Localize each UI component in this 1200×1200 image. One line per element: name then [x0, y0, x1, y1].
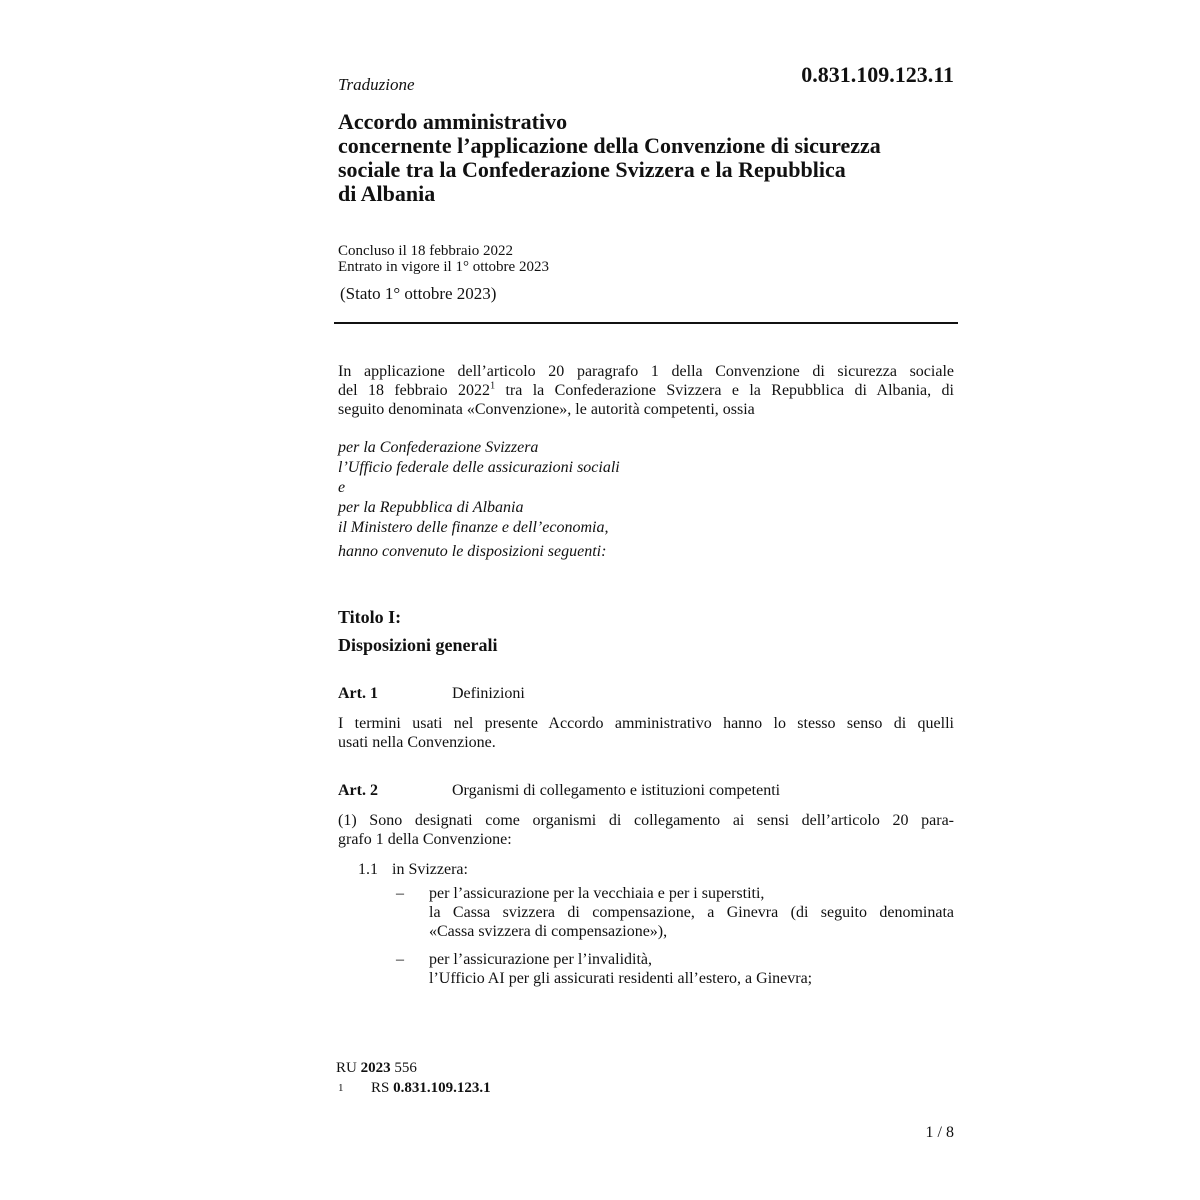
article-number: Art. 1 [338, 685, 378, 702]
section-title: Titolo I: [338, 607, 402, 627]
article-line: (1) Sono designati come organismi di collegamento ai sensi dell’articolo 20 para- [338, 812, 954, 829]
page-number: 1 / 8 [925, 1124, 954, 1141]
article-1-body [338, 714, 954, 752]
bullet-item [429, 884, 954, 941]
footnote-mark: 1 [338, 1082, 344, 1094]
ru-page: 556 [390, 1060, 417, 1076]
document-title [338, 110, 881, 206]
bullet-line: la Cassa svizzera di compensazione, a Ginevra (di seguito denominata [429, 904, 954, 921]
article-number: Art. 2 [338, 782, 378, 799]
bullet-line: «Cassa svizzera di compensazione»), [429, 923, 668, 940]
title-line: sociale tra la Confederazione Svizzera e la Repubblica [338, 157, 846, 182]
rs-prefix: RS [371, 1080, 394, 1096]
preamble-text: del 18 febbraio 2022 [338, 382, 491, 399]
article-2-header [338, 782, 780, 800]
preamble-line: seguito denominata «Convenzione», le autorità competenti, ossia [338, 401, 755, 418]
bullet-dash: – [396, 885, 404, 902]
in-force-date: Entrato in vigore il 1° ottobre 2023 [338, 259, 549, 275]
bullet-line: per l’assicurazione per la vecchiaia e per i superstiti, [429, 885, 765, 902]
footnote-ref[interactable]: 1 [490, 380, 496, 392]
article-heading: Definizioni [452, 685, 525, 702]
preamble-line [338, 381, 954, 400]
ru-year: 2023 [360, 1060, 391, 1076]
sr-number: 0.831.109.123.11 [801, 62, 954, 87]
title-line: di Albania [338, 181, 436, 206]
bullet-line: per l’assicurazione per l’invalidità, [429, 951, 653, 968]
article-line: usati nella Convenzione. [338, 734, 496, 751]
section-subtitle: Disposizioni generali [338, 635, 498, 655]
party-line: l’Ufficio federale delle assicurazioni sociali [338, 459, 620, 476]
article-heading: Organismi di collegamento e istituzioni competenti [452, 782, 781, 799]
concluded-date: Concluso il 18 febbraio 2022 [338, 243, 513, 259]
ru-prefix: RU [336, 1060, 361, 1076]
preamble [338, 362, 954, 419]
document-meta [338, 243, 549, 275]
article-1-header [338, 685, 525, 703]
footnote [338, 1079, 491, 1098]
article-2-body [338, 811, 954, 849]
parties-block [338, 438, 620, 562]
preamble-line: In applicazione dell’articolo 20 paragrafo 1 della Convenzione di sicurezza sociale [338, 363, 954, 380]
rs-number[interactable]: 0.831.109.123.1 [393, 1080, 491, 1096]
header-rule [334, 322, 958, 324]
state-date: (Stato 1° ottobre 2023) [340, 284, 497, 303]
translation-label: Traduzione [338, 75, 415, 94]
party-line: hanno convenuto le disposizioni seguenti: [338, 543, 607, 560]
bullet-item [429, 950, 954, 988]
preamble-text: tra la Confederazione Svizzera e la Repubblica di Albania, di [495, 382, 955, 399]
party-line: per la Repubblica di Albania [338, 499, 524, 516]
list-item-number: 1.1 [358, 861, 378, 878]
list-item-label: in Svizzera: [392, 861, 468, 878]
bullet-dash: – [396, 951, 404, 968]
party-line: il Ministero delle finanze e dell’economia, [338, 519, 609, 536]
ru-reference [336, 1059, 417, 1078]
party-line: per la Confederazione Svizzera [338, 439, 539, 456]
bullet-line: l’Ufficio AI per gli assicurati residenti all’estero, a Ginevra; [429, 970, 813, 987]
list-item [358, 860, 468, 879]
article-line: grafo 1 della Convenzione: [338, 831, 512, 848]
title-line: Accordo amministrativo [338, 109, 568, 134]
party-line: e [338, 479, 346, 496]
title-line: concernente l’applicazione della Convenzione di sicurezza [338, 133, 881, 158]
article-line: I termini usati nel presente Accordo amministrativo hanno lo stesso senso di quelli [338, 715, 954, 732]
